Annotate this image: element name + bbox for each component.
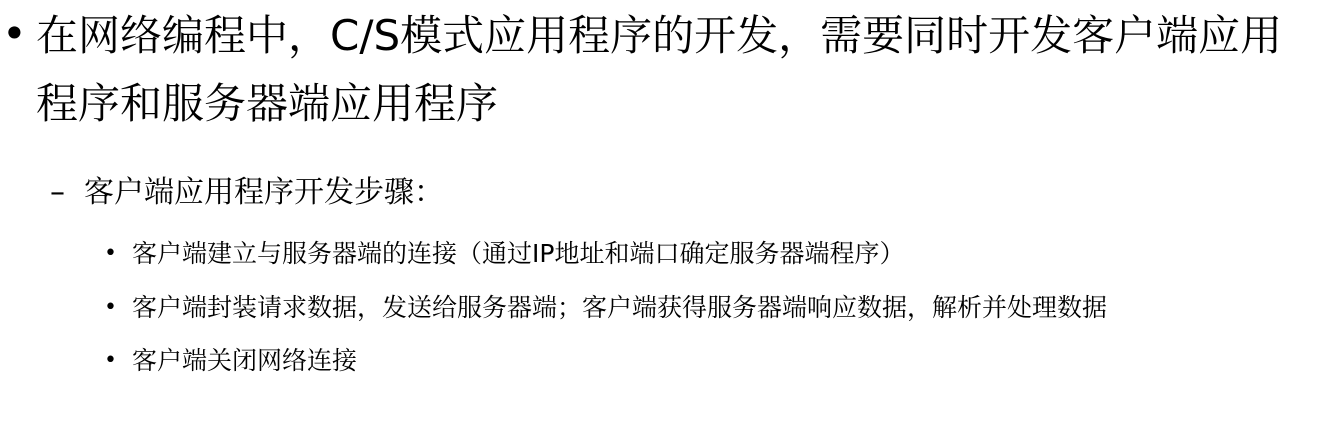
sub-point-text: 客户端应用程序开发步骤： [84,175,444,210]
step-text: 客户端关闭网络连接 [132,346,358,375]
step-item [0,234,1322,274]
bullet-icon: • [2,9,27,58]
bullet-icon: • [104,295,117,320]
step-text: 客户端建立与服务器端的连接（通过IP地址和端口确定服务器端程序） [132,239,905,268]
bullet-icon: • [104,348,117,373]
dash-icon: – [50,175,65,210]
sub-point [0,168,1322,218]
step-item [0,288,1322,328]
main-point-text: 在网络编程中，C/S模式应用程序的开发，需要同时开发客户端应用程序和服务器端应用程序 [36,11,1283,128]
step-text: 客户端封装请求数据，发送给服务器端；客户端获得服务器端响应数据，解析并处理数据 [132,293,1108,322]
step-item [0,341,1322,381]
bullet-icon: • [104,241,117,266]
